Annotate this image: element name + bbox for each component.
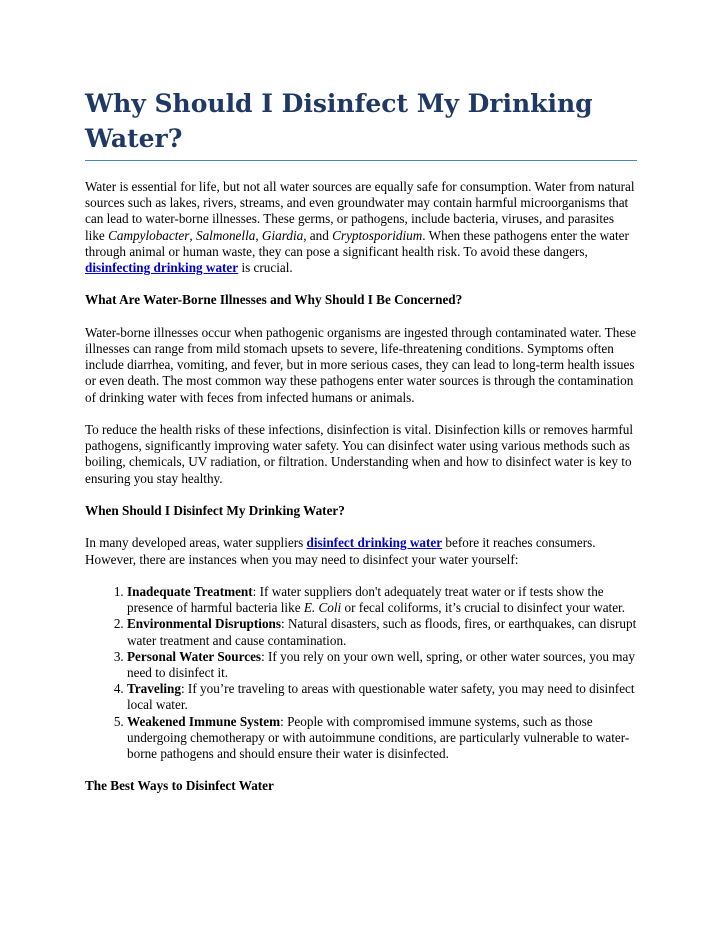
intro-text-2: . When these pathogens enter the water through animal or human waste, they can pose a significant health risk. To avoid these dangers, bbox=[85, 227, 629, 259]
section-heading-waterborne: What Are Water-Borne Illnesses and Why Should I Be Concerned? bbox=[85, 292, 463, 308]
list-item-term: Traveling bbox=[127, 681, 181, 697]
list-item-term: Personal Water Sources bbox=[127, 648, 262, 664]
pathogen-salmonella: Salmonella bbox=[195, 227, 256, 243]
list-item-term: Inadequate Treatment bbox=[127, 583, 253, 599]
when-paragraph bbox=[85, 535, 637, 567]
reasons-list bbox=[85, 584, 637, 762]
pathogen-giardia: Giardia bbox=[261, 227, 304, 243]
intro-paragraph bbox=[85, 179, 637, 276]
when-text-1: In many developed areas, water suppliers bbox=[85, 535, 307, 551]
intro-sep-3: , and bbox=[303, 227, 333, 243]
intro-sep-1: , bbox=[189, 227, 196, 243]
list-item bbox=[127, 681, 637, 713]
list-item bbox=[127, 584, 637, 616]
intro-sep-2: , bbox=[255, 227, 262, 243]
section-heading-when: When Should I Disinfect My Drinking Water? bbox=[85, 503, 345, 518]
article-body bbox=[85, 179, 637, 811]
list-item-term: Weakened Immune System bbox=[127, 713, 281, 729]
title-divider bbox=[85, 160, 637, 161]
list-item bbox=[127, 714, 637, 763]
list-item-text: : If water suppliers don't adequately treat water or if tests show the presence of harmful bacteria like bbox=[127, 583, 604, 616]
section-heading-best-ways: The Best Ways to Disinfect Water bbox=[85, 778, 274, 794]
list-item-text: : If you rely on your own well, spring, or other water sources, you may need to disinfect it. bbox=[127, 648, 636, 680]
intro-text-3: is crucial. bbox=[238, 260, 293, 276]
disinfect-drinking-water-link[interactable]: disinfect drinking water bbox=[306, 535, 443, 551]
pathogen-campylobacter: Campylobacter bbox=[108, 227, 190, 243]
list-item-italic: E. Coli bbox=[303, 600, 342, 616]
list-item-term: Environmental Disruptions bbox=[127, 616, 282, 632]
list-item bbox=[127, 649, 637, 681]
list-item-text: : Natural disasters, such as floods, fires, or earthquakes, can disrupt water treatment and cause contamination. bbox=[127, 616, 637, 648]
list-item-text: : If you’re traveling to areas with questionable water safety, you may need to disinfect local water. bbox=[127, 681, 635, 713]
intro-text-1: Water is essential for life, but not all water sources are equally safe for consumption. Water from natural sources such as lakes, rivers, streams, and even groundwater may contain harmful microorganisms that can lead to water-borne illnesses. These germs, or pathogens, include bacteria, viruses, and parasites like bbox=[85, 179, 635, 243]
disinfecting-drinking-water-link[interactable]: disinfecting drinking water bbox=[85, 260, 239, 276]
list-item bbox=[127, 616, 637, 648]
when-text-2: before it reaches consumers. However, there are instances when you may need to disinfect your water yourself: bbox=[85, 535, 596, 567]
waterborne-paragraph-2: To reduce the health risks of these infections, disinfection is vital. Disinfection kills or removes harmful pathogens, significantly improving water safety. You can disinfect water using various methods such as boiling, chemicals, UV radiation, or filtration. Understanding when and how to disinfect water is key to ensuring you stay healthy. bbox=[85, 422, 634, 486]
pathogen-cryptosporidium: Cryptosporidium bbox=[332, 227, 423, 243]
page-title: Why Should I Disinfect My Drinking Water? bbox=[85, 89, 593, 153]
waterborne-paragraph-1: Water-borne illnesses occur when pathogenic organisms are ingested through contaminated water. These illnesses can range from mild stomach upsets to severe, life-threatening conditions. Symptoms often include diarrhea, vomiting, and fever, but in more serious cases, they can lead to long-term health issues or even death. The most common way these pathogens enter water sources is through the contamination of drinking water with feces from infected humans or animals. bbox=[85, 324, 637, 405]
list-item-text-tail: or fecal coliforms, it’s crucial to disinfect your water. bbox=[341, 600, 626, 616]
list-item-text: : People with compromised immune systems, such as those undergoing chemotherapy or with autoimmune conditions, are particularly vulnerable to water-borne pathogens and should ensure their water is disinfected. bbox=[127, 713, 630, 762]
